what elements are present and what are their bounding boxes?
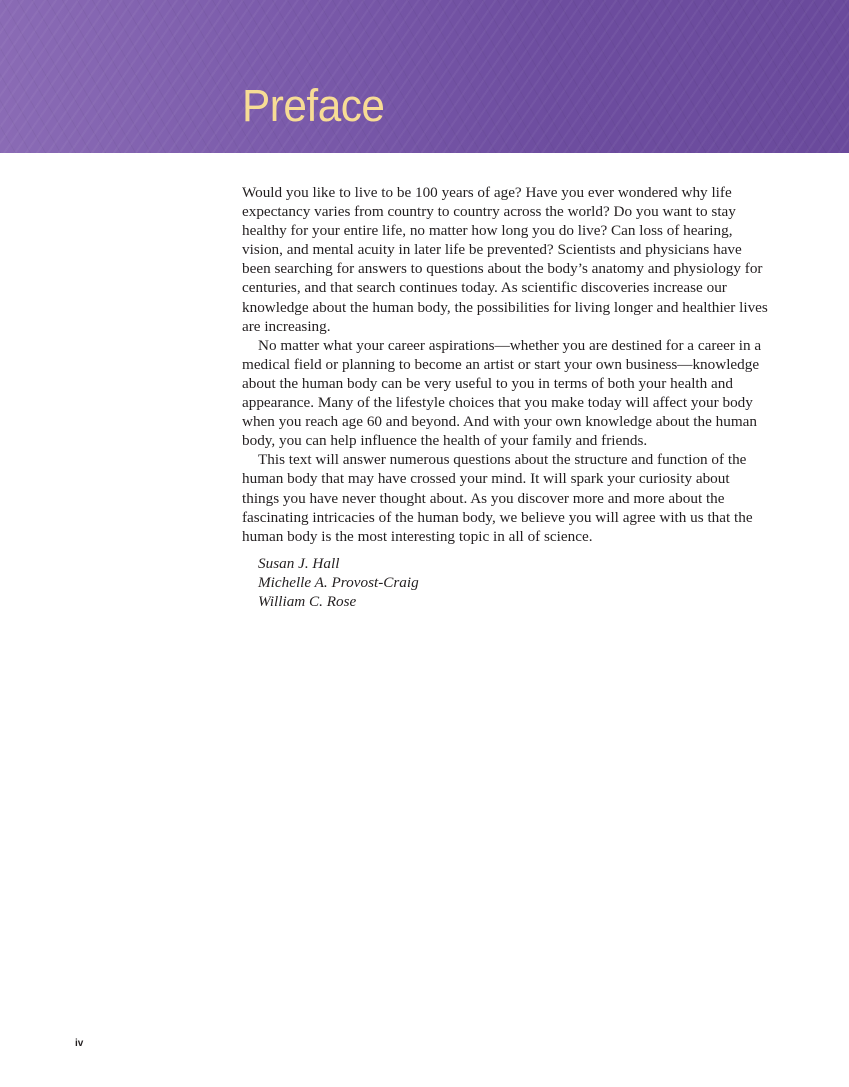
- header-band: [0, 0, 849, 153]
- paragraph-text-purpose: This text will answer numerous questions about the structure and function of the human body that may have crossed your mind. It will spark your curiosity about things you have never thought about. As you discover more and more about the fascinating intricacies of the human body, we believe you will agree with us that the human body is the most interesting topic in all of science.: [242, 451, 753, 545]
- page-title: Preface: [242, 80, 385, 131]
- paragraph-intro: Would you like to live to be 100 years of age? Have you ever wondered why life expectancy varies from country to country across the world? Do you want to stay healthy for your entire life, no matter how long you do live? Can loss of hearing, vision, and mental acuity in later life be prevented? Scientists and physicians have been searching for answers to questions about the body’s anatomy and physiology for centuries, and that search continues today. As scientific discoveries increase our knowledge about the human body, the possibilities for living longer and healthier lives are increasing.: [242, 184, 768, 335]
- page-number: iv: [75, 1038, 84, 1049]
- author-name: William C. Rose: [258, 592, 357, 610]
- author-name: Michelle A. Provost-Craig: [258, 573, 419, 591]
- paragraph-career: No matter what your career aspirations—whether you are destined for a career in a medical field or planning to become an artist or start your own business—knowledge about the human body can be very useful to you in terms of both your health and appearance. Many of the lifestyle choices that you make today will affect your body when you reach age 60 and beyond. And with your own knowledge about the human body, you can help influence the health of your family and friends.: [242, 336, 762, 450]
- author-name: Susan J. Hall: [258, 554, 340, 572]
- author-signatures: [242, 554, 768, 611]
- preface-body: [242, 183, 768, 611]
